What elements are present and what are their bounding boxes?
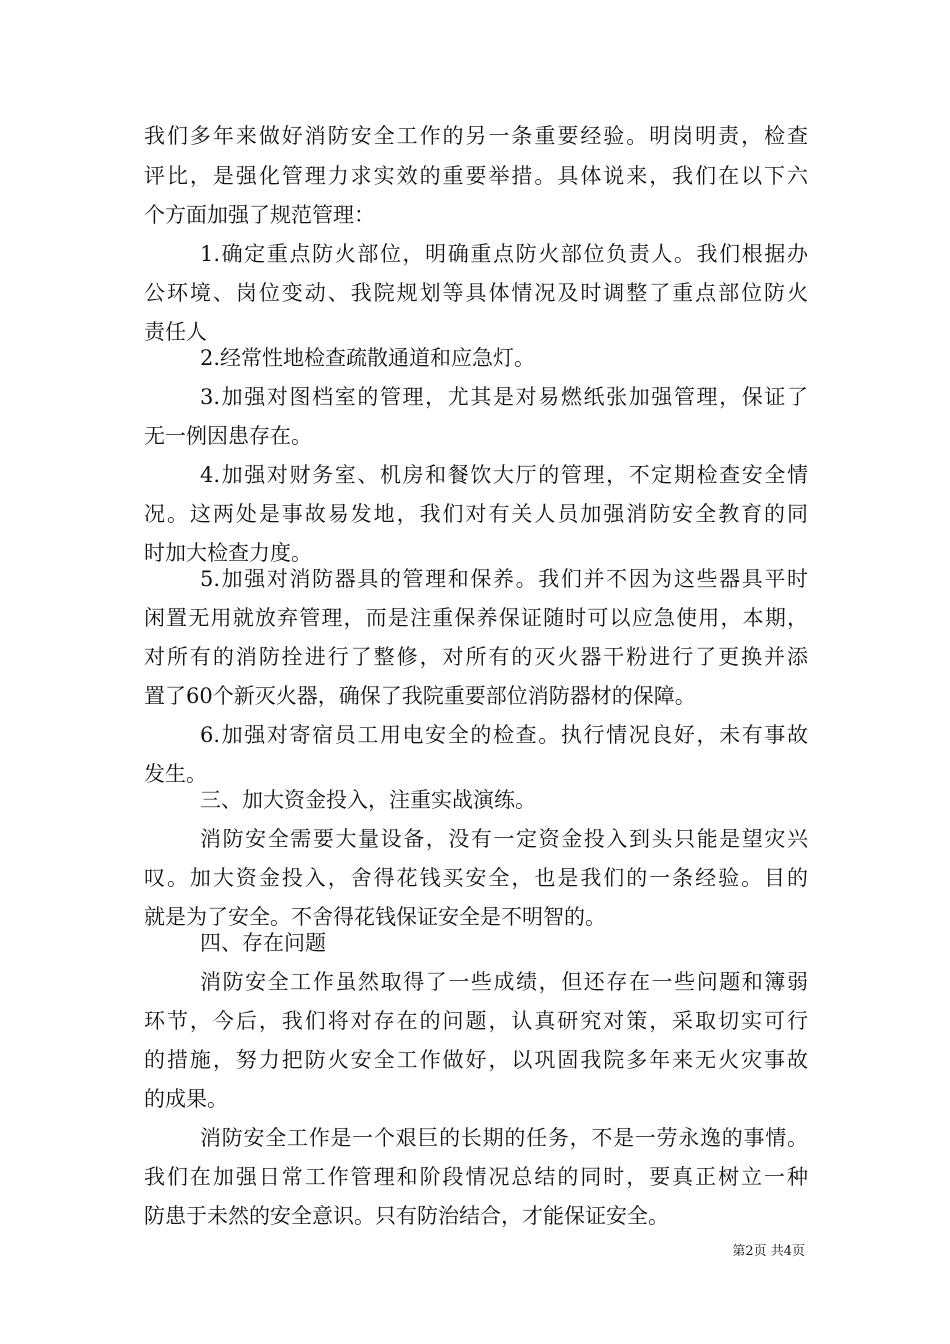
text-line: 我们多年来做好消防安全工作的另一条重要经验。明岗明责，检查 xyxy=(144,124,808,148)
text-line: 4.加强对财务室、机房和餐饮大厅的管理，不定期检查安全情 xyxy=(200,463,808,487)
text-line: 1.确定重点防火部位，明确重点防火部位负责人。我们根据办 xyxy=(200,242,808,266)
text-line: 的成果。 xyxy=(144,1087,228,1111)
text-line: 3.加强对图档室的管理，尤其是对易燃纸张加强管理，保证了 xyxy=(200,385,808,409)
text-line: 就是为了安全。不舍得花钱保证安全是不明智的。 xyxy=(144,905,606,929)
page-number: 第2页 共4页 xyxy=(732,1244,805,1259)
text-line: 时加大检查力度。 xyxy=(144,541,312,565)
text-line: 个方面加强了规范管理： xyxy=(144,203,375,227)
text-line: 况。这两处是事故易发地，我们对有关人员加强消防安全教育的同 xyxy=(144,502,808,526)
text-line: 防患于未然的安全意识。只有防治结合，才能保证安全。 xyxy=(144,1204,669,1228)
text-line: 5.加强对消防器具的管理和保养。我们并不因为这些器具平时 xyxy=(200,567,808,591)
text-line: 发生。 xyxy=(144,762,207,786)
text-line: 6.加强对寄宿员工用电安全的检查。执行情况良好，未有事故 xyxy=(200,723,808,747)
text-line: 公环境、岗位变动、我院规划等具体情况及时调整了重点部位防火 xyxy=(144,281,808,305)
text-line: 置了60个新灭火器，确保了我院重要部位消防器材的保障。 xyxy=(144,684,696,708)
section-heading: 三、加大资金投入，注重实战演练。 xyxy=(200,788,536,812)
text-line: 闲置无用就放弃管理，而是注重保养保证随时可以应急使用，本期， xyxy=(144,606,808,630)
text-line: 消防安全工作是一个艰巨的长期的任务，不是一劳永逸的事情。 xyxy=(200,1126,808,1150)
section-heading: 四、存在问题 xyxy=(200,931,326,955)
text-line: 责任人 xyxy=(144,320,207,344)
text-line: 我们在加强日常工作管理和阶段情况总结的同时，要真正树立一种 xyxy=(144,1165,808,1189)
text-line: 的措施，努力把防火安全工作做好，以巩固我院多年来无火灾事故 xyxy=(144,1048,808,1072)
text-line: 对所有的消防拴进行了整修，对所有的灭火器干粉进行了更换并添 xyxy=(144,645,808,669)
text-line: 无一例因患存在。 xyxy=(144,424,312,448)
text-line: 消防安全工作虽然取得了一些成绩，但还存在一些问题和簿弱 xyxy=(200,970,808,994)
text-line: 消防安全需要大量设备，没有一定资金投入到头只能是望灾兴 xyxy=(200,827,808,851)
text-line: 2.经常性地检查疏散通道和应急灯。 xyxy=(200,346,536,370)
text-line: 环节，今后，我们将对存在的问题，认真研究对策，采取切实可行 xyxy=(144,1009,808,1033)
text-line: 叹。加大资金投入，舍得花钱买安全，也是我们的一条经验。目的 xyxy=(144,866,808,890)
text-line: 评比，是强化管理力求实效的重要举措。具体说来，我们在以下六 xyxy=(144,164,808,188)
